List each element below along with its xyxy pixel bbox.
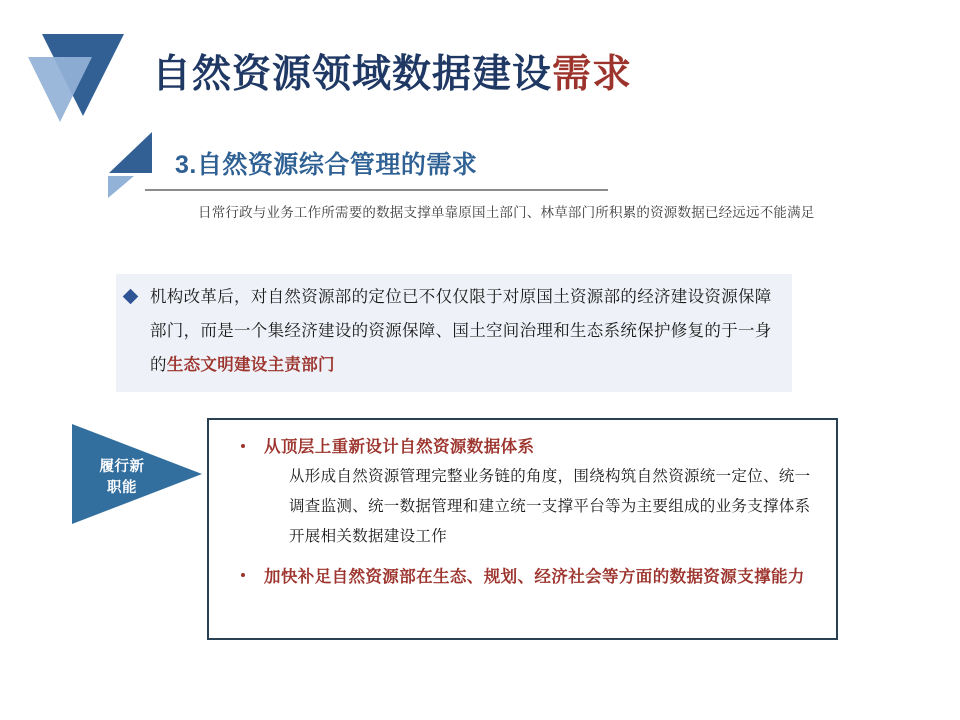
callout-text-body: 机构改革后，对自然资源部的定位已不仅仅限于对原国土资源部的经济建设资源保障部门，而是一个集经济建设的资源保障、国土空间治理和生态系统保护修复的于一身的	[150, 288, 772, 374]
point-heading: 加快补足自然资源部在生态、规划、经济社会等方面的数据资源支撑能力	[264, 568, 805, 586]
callout-text	[150, 281, 780, 382]
point-body: 从形成自然资源管理完整业务链的角度，围绕构筑自然资源统一定位、统一调查监测、统一数据管理和建立统一支撑平台等为主要组成的业务支撑体系开展相关数据建设工作	[289, 468, 811, 546]
diamond-bullet-icon	[123, 289, 139, 305]
section-divider	[145, 189, 608, 191]
page-title-accent: 需求	[552, 53, 633, 96]
logo-triangles-icon	[28, 30, 138, 140]
callout-box	[116, 274, 792, 392]
arrow-label-line1: 履行新	[99, 459, 145, 475]
callout-text-highlight: 生态文明建设主责部门	[166, 355, 335, 374]
round-bullet-icon	[241, 573, 245, 577]
section-triangles-icon	[108, 132, 168, 202]
section-title: 3.自然资源综合管理的需求	[175, 151, 478, 179]
page-title	[152, 52, 632, 99]
point-heading: 从顶层上重新设计自然资源数据体系	[264, 438, 535, 456]
arrow-label	[79, 457, 165, 499]
arrow-label-line2: 职能	[107, 480, 137, 497]
round-bullet-icon	[241, 444, 245, 448]
section-description: 日常行政与业务工作所需要的数据支撑单靠原国土部门、林草部门所积累的资源数据已经远远不能满足	[198, 205, 815, 220]
points-box	[207, 418, 838, 640]
page-title-main: 自然资源领域数据建设	[152, 53, 553, 96]
